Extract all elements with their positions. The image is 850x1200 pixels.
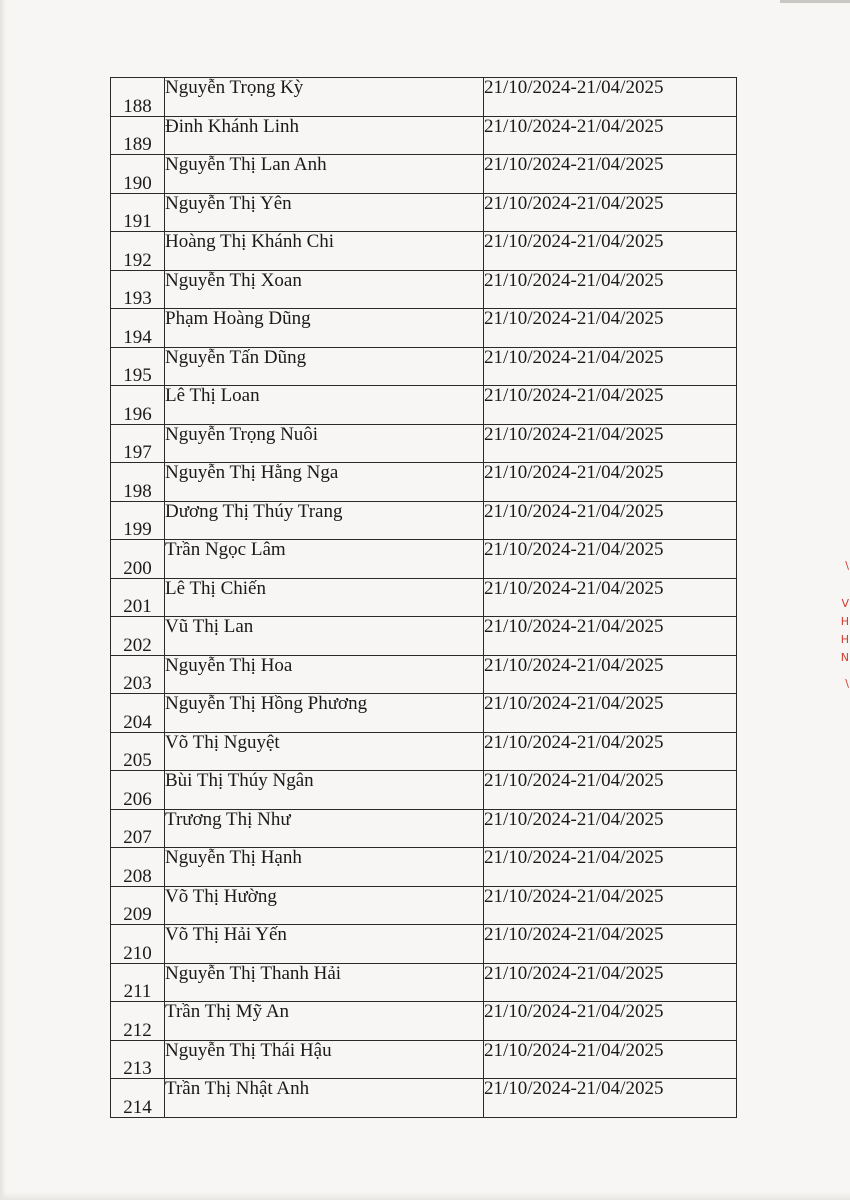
row-number: 214 [111,1079,165,1118]
date-range: 21/10/2024-21/04/2025 [484,848,737,887]
row-number: 190 [111,155,165,194]
date-range: 21/10/2024-21/04/2025 [484,963,737,1002]
date-range: 21/10/2024-21/04/2025 [484,386,737,425]
person-name: Nguyễn Thị Lan Anh [165,155,484,194]
person-name: Nguyễn Thị Hồng Phương [165,694,484,733]
stamp-fragment: \ [845,677,849,690]
table-row [111,694,737,733]
person-name: Lê Thị Chiến [165,578,484,617]
stamp-fragment: \ [845,559,849,572]
row-number: 200 [111,540,165,579]
date-range: 21/10/2024-21/04/2025 [484,925,737,964]
person-name: Nguyễn Thị Yên [165,193,484,232]
person-name: Bùi Thị Thúy Ngân [165,771,484,810]
date-range: 21/10/2024-21/04/2025 [484,270,737,309]
table-row [111,655,737,694]
person-name: Trần Thị Mỹ An [165,1002,484,1041]
row-number: 188 [111,78,165,117]
date-range: 21/10/2024-21/04/2025 [484,771,737,810]
person-name: Võ Thị Nguyệt [165,732,484,771]
roster-table [110,77,737,1118]
table-row [111,1002,737,1041]
row-number: 208 [111,848,165,887]
table-row [111,540,737,579]
person-name: Trần Ngọc Lâm [165,540,484,579]
table-row [111,424,737,463]
date-range: 21/10/2024-21/04/2025 [484,1079,737,1118]
row-number: 213 [111,1040,165,1079]
table-row [111,309,737,348]
table-row [111,1079,737,1118]
row-number: 203 [111,655,165,694]
row-number: 211 [111,963,165,1002]
person-name: Đinh Khánh Linh [165,116,484,155]
page-bottom-shadow [0,1192,850,1200]
table-row [111,270,737,309]
date-range: 21/10/2024-21/04/2025 [484,78,737,117]
date-range: 21/10/2024-21/04/2025 [484,424,737,463]
table-row [111,963,737,1002]
row-number: 207 [111,809,165,848]
date-range: 21/10/2024-21/04/2025 [484,617,737,656]
red-stamp-edge [836,560,850,700]
table-row [111,155,737,194]
row-number: 201 [111,578,165,617]
person-name: Trương Thị Như [165,809,484,848]
date-range: 21/10/2024-21/04/2025 [484,540,737,579]
person-name: Nguyễn Thị Xoan [165,270,484,309]
person-name: Lê Thị Loan [165,386,484,425]
person-name: Nguyễn Trọng Nuôi [165,424,484,463]
row-number: 195 [111,347,165,386]
date-range: 21/10/2024-21/04/2025 [484,232,737,271]
date-range: 21/10/2024-21/04/2025 [484,193,737,232]
row-number: 212 [111,1002,165,1041]
date-range: 21/10/2024-21/04/2025 [484,309,737,348]
date-range: 21/10/2024-21/04/2025 [484,463,737,502]
person-name: Dương Thị Thúy Trang [165,501,484,540]
table-row [111,771,737,810]
person-name: Vũ Thị Lan [165,617,484,656]
table-row [111,116,737,155]
table-row [111,578,737,617]
person-name: Nguyễn Tấn Dũng [165,347,484,386]
table-row [111,848,737,887]
date-range: 21/10/2024-21/04/2025 [484,1040,737,1079]
person-name: Võ Thị Hường [165,886,484,925]
table-row [111,925,737,964]
table-row [111,78,737,117]
table-row [111,501,737,540]
person-name: Trần Thị Nhật Anh [165,1079,484,1118]
date-range: 21/10/2024-21/04/2025 [484,578,737,617]
row-number: 189 [111,116,165,155]
row-number: 199 [111,501,165,540]
table-row [111,386,737,425]
date-range: 21/10/2024-21/04/2025 [484,347,737,386]
date-range: 21/10/2024-21/04/2025 [484,809,737,848]
roster-table-body [111,78,737,1118]
stamp-fragment: H [840,633,849,646]
row-number: 210 [111,925,165,964]
page-edge-shadow [0,0,6,1200]
person-name: Nguyễn Thị Hoa [165,655,484,694]
row-number: 196 [111,386,165,425]
date-range: 21/10/2024-21/04/2025 [484,886,737,925]
row-number: 198 [111,463,165,502]
table-row [111,617,737,656]
person-name: Võ Thị Hải Yến [165,925,484,964]
row-number: 193 [111,270,165,309]
row-number: 209 [111,886,165,925]
row-number: 206 [111,771,165,810]
table-row [111,809,737,848]
date-range: 21/10/2024-21/04/2025 [484,501,737,540]
person-name: Nguyễn Thị Hằng Nga [165,463,484,502]
table-row [111,193,737,232]
row-number: 191 [111,193,165,232]
row-number: 202 [111,617,165,656]
date-range: 21/10/2024-21/04/2025 [484,655,737,694]
table-row [111,347,737,386]
date-range: 21/10/2024-21/04/2025 [484,732,737,771]
table-row [111,463,737,502]
person-name: Nguyễn Thị Thái Hậu [165,1040,484,1079]
row-number: 194 [111,309,165,348]
date-range: 21/10/2024-21/04/2025 [484,1002,737,1041]
row-number: 192 [111,232,165,271]
date-range: 21/10/2024-21/04/2025 [484,116,737,155]
person-name: Nguyễn Trọng Kỳ [165,78,484,117]
row-number: 205 [111,732,165,771]
date-range: 21/10/2024-21/04/2025 [484,155,737,194]
table-row [111,232,737,271]
person-name: Phạm Hoàng Dũng [165,309,484,348]
scan-top-mark [780,0,850,3]
date-range: 21/10/2024-21/04/2025 [484,694,737,733]
row-number: 197 [111,424,165,463]
table-row [111,1040,737,1079]
table-row [111,732,737,771]
table-row [111,886,737,925]
person-name: Nguyễn Thị Hạnh [165,848,484,887]
stamp-fragment: N [840,651,849,664]
row-number: 204 [111,694,165,733]
stamp-fragment: H [840,615,849,628]
stamp-fragment: V [841,597,849,610]
person-name: Nguyễn Thị Thanh Hải [165,963,484,1002]
person-name: Hoàng Thị Khánh Chi [165,232,484,271]
